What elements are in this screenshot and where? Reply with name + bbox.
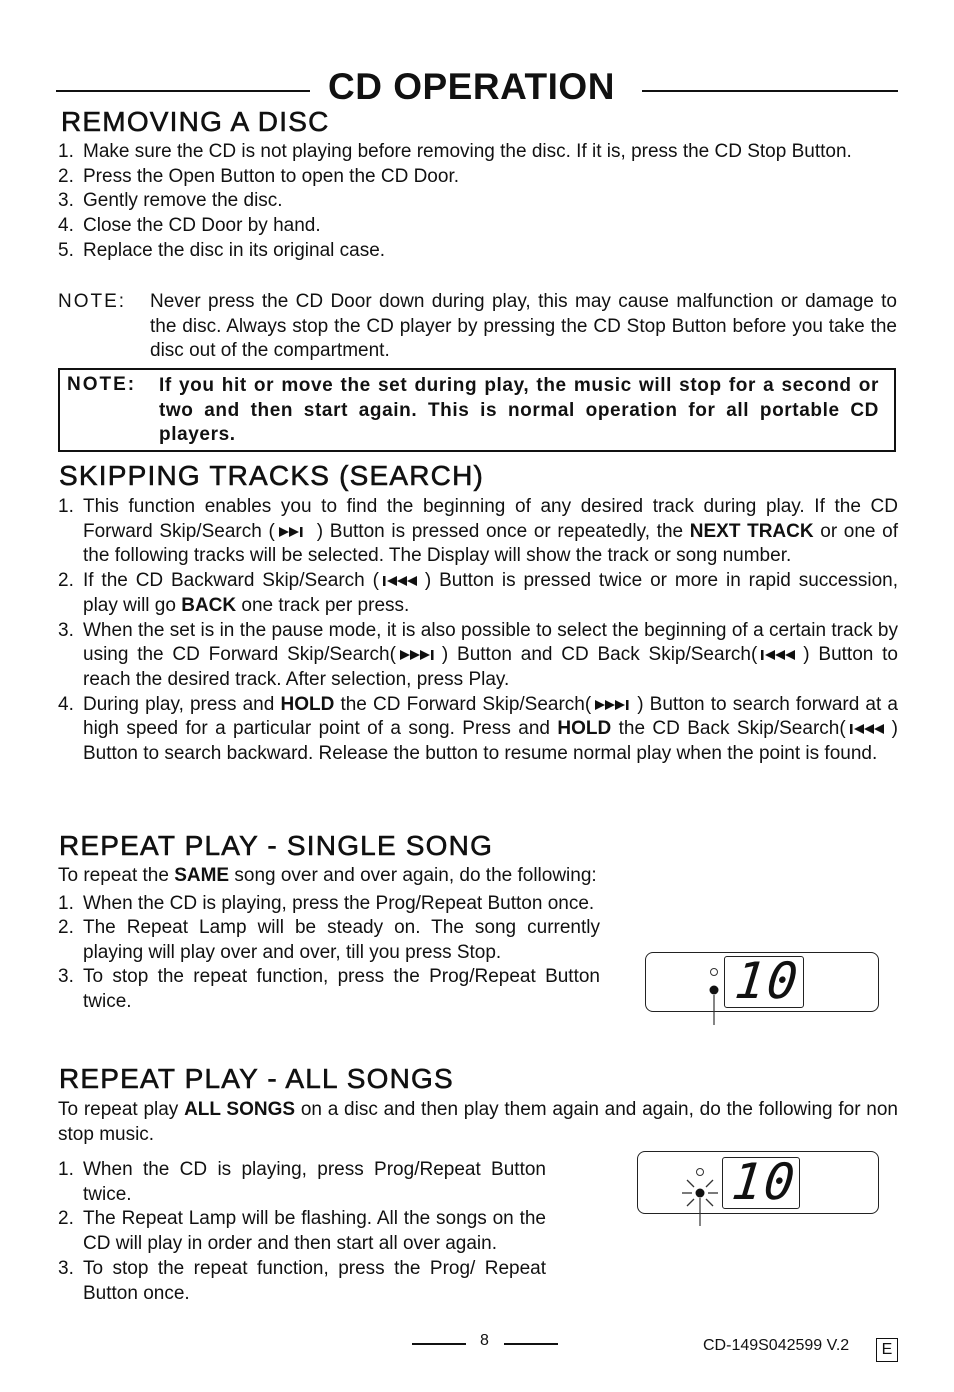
repeat-single-steps [58, 916, 600, 1015]
forward-skip-icon [595, 699, 633, 711]
note-box-text: If you hit or move the set during play, the music will stop for a second or two and then start again. This is normal operation for all portable CD players. [159, 375, 879, 446]
backward-skip-icon [383, 575, 421, 587]
page-number: 8 [480, 1332, 489, 1349]
list-item: 2. The Repeat Lamp will be steady on. The song currently playing will play over and over, till you press Stop. [58, 917, 600, 963]
title-rule-right [642, 90, 898, 92]
forward-skip-icon [400, 649, 438, 661]
list-item: 4. Close the CD Door by hand. [58, 215, 321, 237]
skipping-tracks-steps [58, 495, 898, 767]
heading-removing-disc: REMOVING A DISC [61, 106, 330, 137]
list-item: 4. During play, press and HOLD the CD Forward Skip/Search( ) Button to search forward at a high speed for a particular point of a song. Press and HOLD the CD Back Skip/Search( ) Button to search backward. Release the button to resume normal play when the point is found. [58, 693, 898, 765]
model-code: CD-149S042599 V.2 [703, 1337, 850, 1354]
list-item: 5. Replace the disc in its original case. [58, 239, 386, 261]
repeat-single-step-1 [58, 892, 688, 917]
heading-skipping-tracks: SKIPPING TRACKS (SEARCH) [59, 460, 485, 491]
backward-skip-icon [761, 649, 799, 661]
footer-rule-left [412, 1343, 466, 1345]
note-box [58, 368, 896, 452]
lcd-track-number: 10 [728, 1153, 800, 1211]
note-box-label: NOTE: [67, 374, 137, 395]
page-title: CD OPERATION [328, 66, 615, 107]
list-item: 2. Press the Open Button to open the CD Door. [58, 165, 460, 187]
heading-repeat-single: REPEAT PLAY - SINGLE SONG [59, 830, 494, 861]
list-item: 3. When the set is in the pause mode, it is also possible to select the beginning of a certain track by using the CD Forward Skip/Search( ) Button and CD Back Skip/Search( ) Button to reach the desired track. After selection, press Play. [58, 619, 898, 690]
forward-skip-icon [279, 526, 313, 538]
list-item: 2. The Repeat Lamp will be flashing. All the songs on the CD will play in order and then start all over again. [58, 1208, 546, 1255]
list-item: 3. Gently remove the disc. [58, 190, 283, 212]
list-item: 1. Make sure the CD is not playing before removing the disc. If it is, press the CD Stop Button. [58, 141, 852, 162]
list-item: 1. When the CD is playing, press the Prog/Repeat Button once. [58, 893, 595, 914]
lcd-track-number: 10 [731, 952, 803, 1010]
list-item: 1. This function enables you to find the beginning of any desired track during play. If the CD Forward Skip/Search ( ) Button is pressed once or repeatedly, the NEXT TRACK or one of the following tracks will be selected. The Display will show the track or song number. [58, 496, 899, 567]
repeat-lamp-flashing-icon [670, 1160, 730, 1228]
repeat-all-steps [58, 1158, 546, 1306]
heading-repeat-all: REPEAT PLAY - ALL SONGS [59, 1063, 454, 1094]
footer-rule-right [504, 1343, 558, 1345]
repeat-single-intro: To repeat the SAME song over and over again, do the following: [58, 865, 597, 886]
backward-skip-icon [850, 723, 888, 735]
note-label: NOTE: [58, 291, 127, 312]
removing-disc-steps [58, 140, 898, 264]
list-item: 2. If the CD Backward Skip/Search ( ) Button is pressed twice or more in rapid succession, play will go BACK one track per press. [58, 570, 898, 616]
language-badge: E [876, 1338, 898, 1362]
note-text: Never press the CD Door down during play, this may cause malfunction or damage to the disc. Always stop the CD player by pressing the CD Stop Button before you take the disc out of the compartment. [150, 291, 897, 362]
list-item: 3. To stop the repeat function, press the Prog/ Repeat Button once. [58, 1257, 546, 1304]
title-rule-left [56, 90, 310, 92]
repeat-all-intro: To repeat play ALL SONGS on a disc and then play them again and again, do the following for non stop music. [58, 1099, 899, 1145]
list-item: 1. When the CD is playing, press Prog/Repeat Button twice. [58, 1159, 546, 1205]
list-item: 3. To stop the repeat function, press the Prog/Repeat Button twice. [58, 966, 600, 1013]
